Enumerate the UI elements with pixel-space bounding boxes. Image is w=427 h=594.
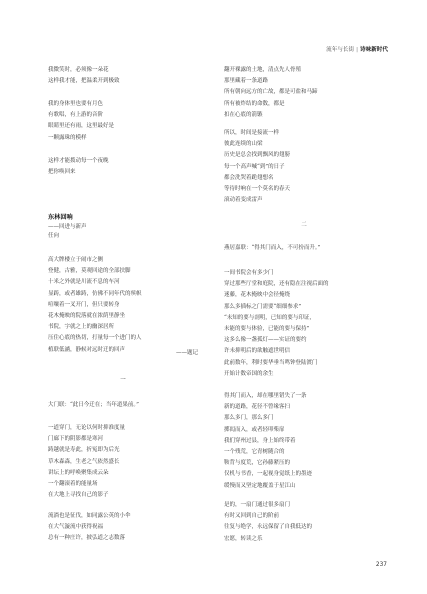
- poem-line: 在大地上寻找自己的影子: [48, 492, 109, 499]
- poem-line: 这样我才能，把温柔开到极致: [48, 78, 120, 85]
- poem-line: 高大牌楼立于闹市之侧: [48, 257, 104, 263]
- poem-line: 讲坛上的呼唤聚集成云朵: [48, 469, 109, 476]
- poem-line: 那么多门，那么多门: [224, 415, 274, 422]
- poem-line: “未知的要与剖明，已知的要与印证，: [224, 314, 315, 321]
- couplet-quote: 大门联：“此日今迁在；当年道果前。”: [48, 402, 139, 408]
- poem-line: 有时又回到自己的阶前: [224, 513, 280, 520]
- poem-line: 这多么像一盏孤灯——实证的要约: [224, 337, 307, 344]
- poem-line: 我们穿州过县，身上始终带着: [224, 437, 296, 444]
- section-number: 二: [301, 222, 307, 228]
- poem-line: 这样才能拨动每一个夜晚: [48, 158, 109, 164]
- poem-line: 一个残荒，它青树随合的: [224, 449, 285, 455]
- poem-line: 眼睛里还有雨，这里最好是: [48, 123, 115, 130]
- poem-line: 翻开裸露的土地，清点先人骨殖: [224, 67, 302, 73]
- series-title: 诗味新时代: [360, 47, 388, 53]
- poem-line: 花木掩映的院落就在浓荫里静坐: [48, 313, 126, 319]
- poem-line: 此前数年，利时要华垂当鸣钟登陆渡门: [224, 359, 318, 366]
- poem-line: 喧嚷着一叉开门，但只要转身: [48, 301, 120, 308]
- poem-line: 一间书院会有多少门: [224, 270, 274, 276]
- poem-line: 那里藏着一条道路: [224, 78, 269, 85]
- running-header: [326, 45, 388, 53]
- poem-line: 往复与绝学，永远保留了自我低达的: [224, 524, 313, 531]
- poem-line: 开始计数帝国的余生: [224, 370, 274, 377]
- poem-line: 植联低涵，静候对远时迁的回声: [48, 346, 126, 353]
- poem-line: 等待时响在一个莫名的春天: [224, 186, 291, 192]
- poem-line: 显踌，或者雄踌，仿佛不同年代的殡帜: [48, 290, 142, 297]
- poem-line: 所有被炸结的命数，都是: [224, 100, 285, 107]
- couplet-quote: 燕居嘉联：“得其门而入，不可扮而升。”: [224, 245, 321, 251]
- poem-line: 许未抑明后的欲触遮世明信: [224, 348, 291, 355]
- poem-line: 得其门而入，却在哪里错失了一条: [224, 393, 307, 399]
- poem-line: 总有一种庄许，披弘道之志数落: [48, 535, 126, 542]
- poem-line: 草木森森，生老之气依然盛长: [48, 458, 120, 465]
- poem-line: 把你唤回来: [48, 169, 76, 176]
- poem-line: 流淌也是征伐，如同露公英的小伞: [48, 513, 131, 519]
- poem-line: 历史是总会找到飘风的翅膀: [224, 152, 291, 159]
- poem-line: 缓慢而又坚定地覆盖于星江山: [224, 482, 296, 489]
- poem-line: 彼此连续的山梁: [224, 141, 263, 148]
- page-number: 237: [375, 562, 387, 568]
- poem-line: 那么多插标之门需要“细细参求”: [224, 303, 302, 310]
- poem-line: 所有朝向远方的亡故，都是可盐和马蹄: [224, 89, 318, 96]
- poem-line: 压住心底的热切，打量每一个进门的人: [48, 335, 142, 342]
- poem-line: 每一个高声喊“到”的日子: [224, 163, 285, 170]
- poem-line: 门廊下的阴影都是寒河: [48, 436, 104, 443]
- poem-line: 新的道路，花径不曾缘客扫: [224, 404, 291, 411]
- poem-line: 踌越就是寿此，折冤即为后光: [48, 447, 120, 454]
- epigraph-attribution: ——题记: [175, 350, 198, 356]
- poem-line: 一个翻滚着的能量场: [48, 481, 98, 487]
- poem-line: 迷藤，花木掩映中会径掩绕: [224, 292, 291, 299]
- poem-line: 在大气漩流中获得祝福: [48, 524, 104, 531]
- poem-line: 扣在心底的箭镞: [224, 111, 263, 118]
- poem-line: 有歌唱，有上游的音阶: [48, 112, 104, 119]
- poem-line: 十米之外就是川流不息的车河: [48, 279, 120, 286]
- header-separator: |: [356, 47, 359, 53]
- poem-line: 滚动着变成雷声: [224, 197, 263, 204]
- poem-line: 仅机与书香，一起视身觉纸上的墨迹: [224, 471, 313, 478]
- poem-line: 鞍背与度荒，它孙藤紧压的: [224, 460, 291, 467]
- poem-line: 宏愿，转读之乐: [224, 535, 263, 542]
- poem-line: 未能的要与体验，已能的要与保持”: [224, 326, 310, 332]
- poem-line: 掷闳而入，或者轻叩柴扉: [224, 426, 285, 433]
- poem-line: 所以，时间是接流一样: [224, 130, 280, 136]
- poem-line: 一道穿门，无论以何时抑准度量: [48, 425, 126, 431]
- poem-line: 书院，字就之上的幽深居所: [48, 324, 115, 331]
- poem-line: 我的身体里也要有月色: [48, 101, 104, 107]
- poem-line: 都会洗哭着跪翅想名: [224, 174, 274, 181]
- poem-subtitle: ——回进与新声: [48, 224, 87, 230]
- poem-line: 穿过那些厅堂和庭院，还有隐在注视后面的: [224, 281, 329, 288]
- poem-line: 是的，一扇门通过很多扇门: [224, 502, 291, 508]
- poem-line: 登健，古雅，莫观回途的全部扶脚: [48, 268, 131, 275]
- poem-title: 东林回响: [48, 214, 73, 221]
- poem-line: 我微笑时，必须像一朵花: [48, 67, 109, 73]
- section-number: 一: [120, 377, 126, 383]
- poem-line: 一颗露珠的模样: [48, 134, 87, 141]
- book-title: 流年与长街: [326, 47, 355, 53]
- poem-subtitle: 任向: [48, 233, 60, 239]
